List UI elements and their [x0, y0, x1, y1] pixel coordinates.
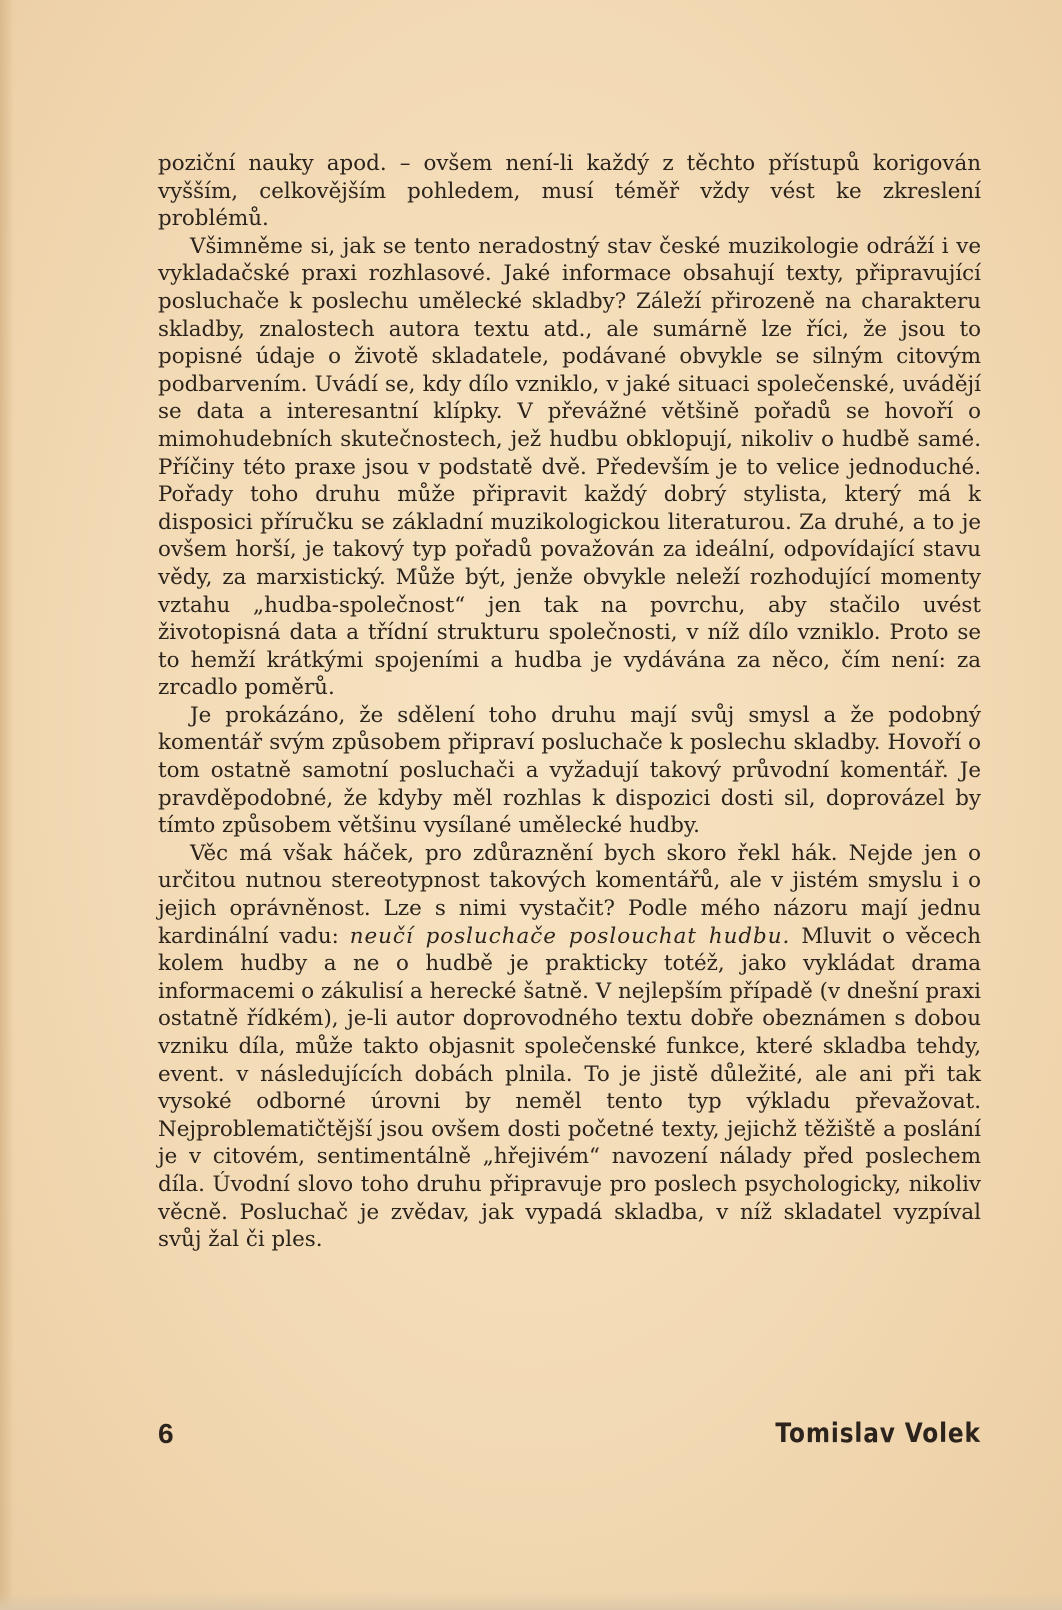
paragraph-4-text-before: Věc má však háček, pro zdůraznění bych skoro řekl hák. Nejde jen o určitou nutnou stereotypnost takových komentářů, ale v jistém smyslu i o jejich oprávněnost. Lze s nimi vystačit? Podle mého názoru mají jednu kardinální vadu:: [158, 840, 981, 949]
paragraph-4-emphasis: neučí posluchače poslouchat hudbu.: [349, 923, 791, 949]
body-text: [158, 150, 981, 1254]
author-name: Tomislav Volek: [775, 1418, 981, 1449]
page-left-edge-shadow: [0, 0, 14, 1610]
paragraph-1: poziční nauky apod. – ovšem není-li každý z těchto přístupů korigován vyšším, celkovějším pohledem, musí téměř vždy vést ke zkreslení problémů.: [158, 151, 981, 232]
paragraph-4: [158, 840, 981, 1254]
page-number: 6: [158, 1418, 174, 1449]
paragraph-3: Je prokázáno, že sdělení toho druhu mají svůj smysl a že podobný komentář svým způsobem připraví posluchače k poslechu skladby. Hovoří o tom ostatně samotní posluchači a vyžadují takový průvodní komentář. Je pravděpodobné, že kdyby měl rozhlas k dispozici dosti sil, doprovázel by tímto způsobem většinu vysílané umělecké hudby.: [158, 702, 981, 839]
page-footer: [158, 1418, 981, 1458]
paragraph-2: Všimněme si, jak se tento neradostný stav české muzikologie odráží i ve vykladačské praxi rozhlasové. Jaké informace obsahují texty, připravující posluchače k poslechu umělecké skladby? Záleží přirozeně na charakteru skladby, znalostech autora textu atd., ale sumárně lze říci, že jsou to popisné údaje o životě skladatele, podávané obvykle se silným citovým podbarvením. Uvádí se, kdy dílo vzniklo, v jaké situaci společenské, uvádějí se data a interesantní klípky. V převážné většině pořadů se hovoří o mimohudebních skutečnostech, jež hudbu obklopují, nikoliv o hudbě samé. Příčiny této praxe jsou v podstatě dvě. Především je to velice jednoduché. Pořady toho druhu může připravit každý dobrý stylista, který má k disposici příručku se základní muzikologickou literaturou. Za druhé, a to je ovšem horší, je takový typ pořadů považován za ideální, odpovídající stavu vědy, za marxistický. Může být, jenže obvykle neleží rozhodující momenty vztahu „hudba-společnost“ jen tak na povrchu, aby stačilo uvést životopisná data a třídní strukturu společnosti, v níž dílo vzniklo. Proto se to hemží krátkými spojeními a hudba je vydávána za něco, čím není: za zrcadlo poměrů.: [158, 233, 981, 701]
paragraph-4-text-after: Mluvit o věcech kolem hudby a ne o hudbě je prakticky totéž, jako vykládat drama informacemi o zákulisí a herecké šatně. V nejlepším případě (v dnešní praxi ostatně řídkém), je-li autor doprovodného textu dobře obeznámen s dobou vzniku díla, může takto objasnit společenské funkce, které skladba tehdy, event. v následujících dobách plnila. To je jistě důležité, ale ani při tak vysoké odborné úrovni by neměl tento typ výkladu převažovat. Nejproblematičtější jsou ovšem dosti početné texty, jejichž těžiště a poslání je v citovém, sentimentálně „hřejivém“ navození nálady před poslechem díla. Úvodní slovo toho druhu připravuje pro poslech psychologicky, nikoliv věcně. Posluchač je zvědav, jak vypadá skladba, v níž skladatel vyzpíval svůj žal či ples.: [158, 923, 982, 1253]
page-bottom-edge: [0, 1592, 1062, 1610]
